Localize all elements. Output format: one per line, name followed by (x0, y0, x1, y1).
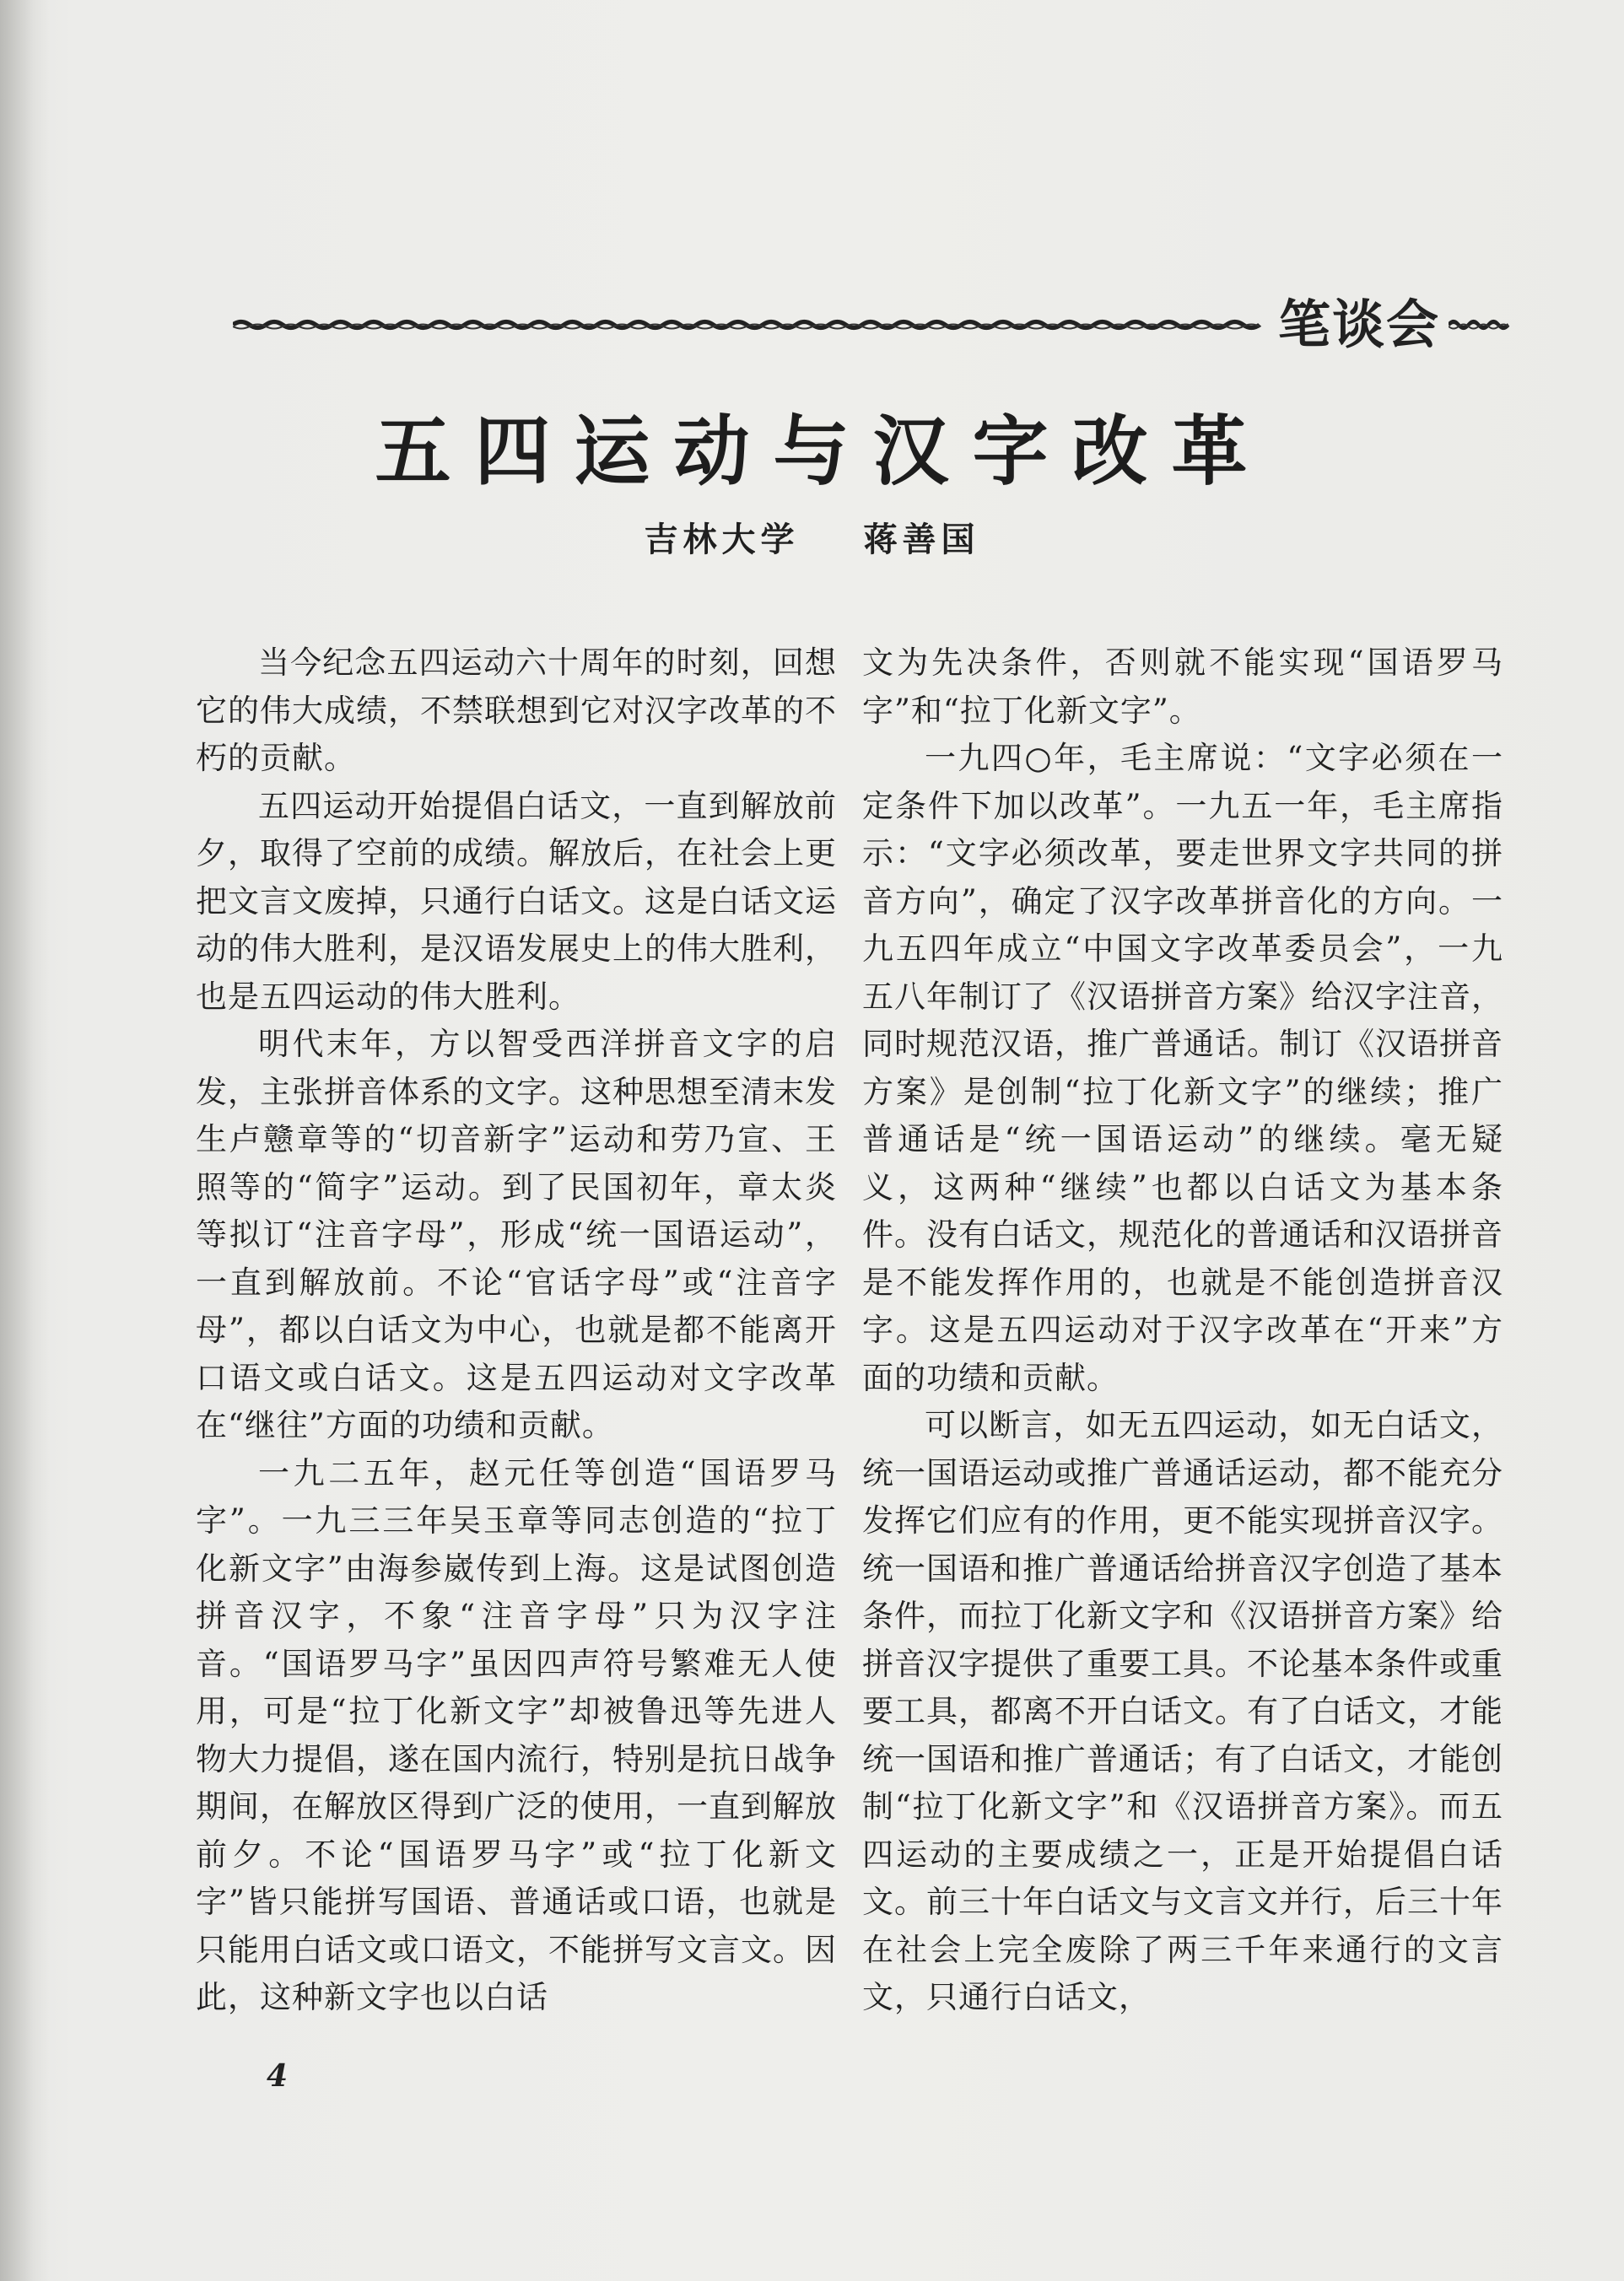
right-column (862, 639, 1503, 2022)
byline (0, 520, 1624, 559)
decorative-wave-rule-icon (233, 317, 1268, 332)
article-title: 五四运动与汉字改革 (375, 407, 1271, 496)
author-name: 蒋善国 (863, 520, 980, 559)
right-paragraph-2: 一九四○年，毛主席说：“文字必须在一定条件下加以改革”。一九五一年，毛主席指示：“文字必须改革，要走世界文字共同的拼音方向”，确定了汉字改革拼音化的方向。一九五四年成立“中国文字改革委员会”，一九五八年制订了《汉语拼音方案》给汉字注音，同时规范汉语，推广普通话。制订《汉语拼音方案》是创制“拉丁化新文字”的继续；推广普通话是“统一国语运动”的继续。毫无疑义，这两种“继续”也都以白话文为基本条件。没有白话文，规范化的普通话和汉语拼音是不能发挥作用的，也就是不能创造拼音汉字。这是五四运动对于汉字改革在“开来”方面的功绩和贡献。 (862, 740, 1503, 1396)
left-column (196, 639, 837, 2022)
left-paragraph-2: 五四运动开始提倡白话文，一直到解放前夕，取得了空前的成绩。解放后，在社会上更把文言文废掉，只通行白话文。这是白话文运动的伟大胜利，是汉语发展史上的伟大胜利，也是五四运动的伟大胜利。 (196, 787, 837, 1015)
left-paragraph-4: 一九二五年，赵元任等创造“国语罗马字”。一九三三年吴玉章等同志创造的“拉丁化新文字”由海参崴传到上海。这是试图创造拼音汉字，不象“注音字母”只为汉字注音。“国语罗马字”虽因四声符号繁难无人使用，可是“拉丁化新文字”却被鲁迅等先进人物大力提倡，遂在国内流行，特别是抗日战争期间，在解放区得到广泛的使用，一直到解放前夕。不论“国语罗马字”或“拉丁化新文字”皆只能拼写国语、普通话或口语，也就是只能用白话文或口语文，不能拼写文言文。因此，这种新文字也以白话 (196, 1454, 837, 2015)
section-header (233, 295, 1511, 354)
decorative-wave-rule-end-icon (1449, 317, 1511, 332)
affiliation: 吉林大学 (644, 520, 800, 559)
left-paragraph-3: 明代末年，方以智受西洋拼音文字的启发，主张拼音体系的文字。这种思想至清末发生卢戆章等的“切音新字”运动和劳乃宣、王照等的“简字”运动。到了民国初年，章太炎等拟订“注音字母”，形成“统一国语运动”，一直到解放前。不论“官话字母”或“注音字母”，都以白话文为中心，也就是都不能离开口语文或白话文。这是五四运动对文字改革在“继往”方面的功绩和贡献。 (196, 1026, 837, 1443)
right-paragraph-1: 文为先决条件，否则就不能实现“国语罗马字”和“拉丁化新文字”。 (862, 644, 1503, 729)
right-paragraph-3: 可以断言，如无五四运动，如无白话文，统一国语运动或推广普通话运动，都不能充分发挥它们应有的作用，更不能实现拼音汉字。统一国语和推广普通话给拼音汉字创造了基本条件，而拉丁化新文字和《汉语拼音方案》给拼音汉字提供了重要工具。不论基本条件或重要工具，都离不开白话文。有了白话文，才能统一国语和推广普通话；有了白话文，才能创制“拉丁化新文字”和《汉语拼音方案》。而五四运动的主要成绩之一，正是开始提倡白话文。前三十年白话文与文言文并行，后三十年在社会上完全废除了两三千年来通行的文言文，只通行白话文， (862, 1407, 1503, 2015)
column-title: 笔谈会 (1277, 294, 1440, 355)
page-number: 4 (267, 2058, 289, 2094)
left-paragraph-1: 当今纪念五四运动六十周年的时刻，回想它的伟大成绩，不禁联想到它对汉字改革的不朽的贡献。 (196, 644, 837, 776)
